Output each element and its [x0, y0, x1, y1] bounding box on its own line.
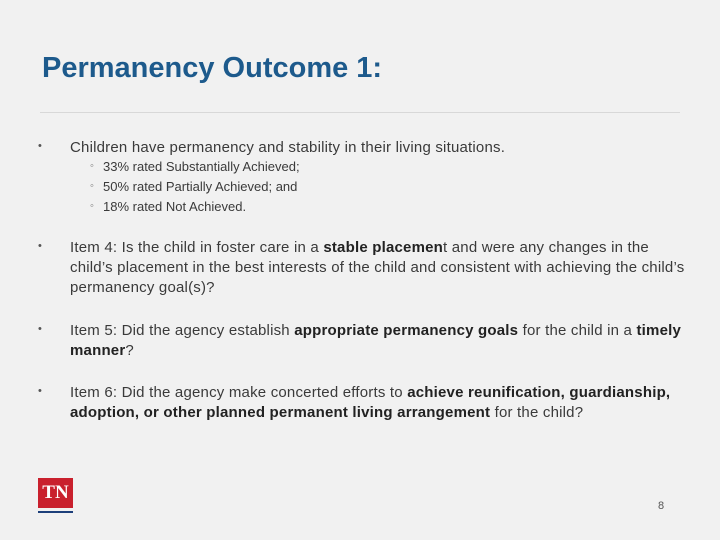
sub-bullet-text: 33% rated Substantially Achieved;: [103, 159, 300, 174]
emphasis-text: appropriate permanency goals: [294, 322, 519, 339]
sub-bullet-text: 50% rated Partially Achieved; and: [103, 179, 298, 194]
bullet-icon: •: [38, 385, 42, 397]
emphasis-text: timely manner: [70, 322, 682, 359]
tn-logo-mark: TN: [38, 478, 73, 508]
bullet-icon: •: [38, 240, 42, 252]
bullet-text: [70, 321, 685, 361]
sub-bullet-icon: ◦: [90, 200, 94, 212]
bullet-text-segment: for the child in a: [518, 322, 637, 339]
sub-bullet-icon: ◦: [90, 180, 94, 192]
bullet-icon: •: [38, 140, 42, 152]
title-divider: [40, 112, 680, 113]
bullet-text-segment: for the child?: [490, 404, 584, 421]
bullet-text-segment: Item 4: Is the child in foster care in a: [70, 239, 324, 256]
bullet-icon: •: [38, 323, 42, 335]
emphasis-text: stable placemen: [323, 239, 444, 256]
bullet-text: [70, 383, 685, 423]
bullet-text-segment: t and were any changes in the child’s placement in the best interests of the child and consistent with achieving the child’s permanency goal(s)?: [70, 239, 685, 296]
bullet-text: Children have permanency and stability in their living situations.: [70, 139, 506, 156]
bullet-text: [70, 238, 685, 298]
tn-logo-underline: [38, 511, 73, 513]
bullet-text-segment: Item 5: Did the agency establish: [70, 322, 295, 339]
sub-bullet-text: 18% rated Not Achieved.: [103, 199, 247, 214]
slide-title: Permanency Outcome 1:: [42, 52, 383, 84]
sub-bullet-icon: ◦: [90, 160, 94, 172]
emphasis-text: achieve reunification, guardianship, adoption, or other planned permanent living arrangement: [70, 384, 671, 421]
page-number: 8: [658, 500, 665, 512]
bullet-text-segment: Item 6: Did the agency make concerted efforts to: [70, 384, 408, 401]
tn-logo: [38, 478, 73, 516]
bullet-text-segment: ?: [125, 342, 134, 359]
